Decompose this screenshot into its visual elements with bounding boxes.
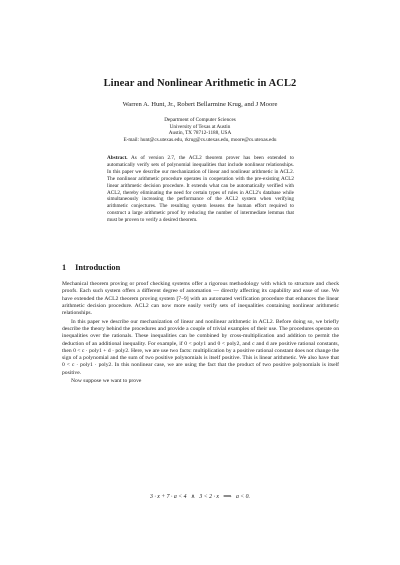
section-body: [62, 281, 339, 386]
abstract-text: As of version 2.7, the ACL2 theorem prover has been extended to automatically verify sets of polynomial inequalities that include nonlinear relationships. In this paper we describe our mechanization of linear and nonlinear arithmetic in ACL2. The nonlinear arithmetic procedure operates in cooperation with the pre-existing ACL2 linear arithmetic decision procedure. It extends what can be automatically verified with ACL2, thereby eliminating the need for certain types of rules in ACL2's database while simultaneously increasing the performance of the ACL2 system when verifying arithmetic conjectures. The resulting system lessens the human effort required to construct a large arithmetic proof by reducing the number of intermediate lemmas that must be proven to verify a desired theorem.: [107, 155, 294, 224]
university: University of Texas at Austin: [169, 123, 231, 130]
paragraph: Mechanical theorem proving or proof checking systems offer a rigorous methodology with which to structure and check proofs. Each such system offers a different degree of automation — directly affecting its capability and ease of use. We have extended the ACL2 theorem proving system [7–9] with an automated verification procedure that enhances the linear arithmetic decision procedure. ACL2 can now more easily verify sets of inequalities containing nonlinear arithmetic relationships.: [62, 281, 339, 316]
paragraph: Now suppose we want to prove: [71, 378, 142, 385]
section-heading: [62, 263, 120, 272]
display-equation: 3 · x + 7 · a < 4 ∧ 3 < 2 · x ⟹ a < 0.: [149, 494, 250, 500]
abstract-label: Abstract.: [107, 155, 128, 161]
paper-title: Linear and Nonlinear Arithmetic in ACL2: [103, 78, 297, 89]
section-number: 1: [62, 263, 67, 272]
author-list: Warren A. Hunt, Jr., Robert Bellarmine Krug, and J Moore: [122, 101, 278, 108]
affiliation-block: [0, 117, 400, 143]
email-line: E-mail: hunt@cs.utexas.edu, rkrug@cs.utexas.edu, moore@cs.utexas.edu: [123, 136, 277, 143]
section-title: Introduction: [75, 263, 121, 272]
abstract: [107, 155, 294, 224]
paragraph: In this paper we describe our mechanization of linear and nonlinear arithmetic in ACL2. Before doing so, we briefly describe the theory behind the procedures and provide a couple of trivial examples of their use. The procedures operate on inequalities over the rationals. These inequalities can be combined by cross-multiplication and addition to permit the deduction of an additional inequality. For example, if 0 < poly1 and 0 < poly2, and c and d are positive rational constants, then 0 < c · poly1 + d · poly2. Here, we are use two facts: multiplication by a positive rational constant does not change the sign of a polynomial and the sum of two positive polynomials is itself positive. This is linear arithmetic. We also have that 0 < c · poly1 · poly2. In this nonlinear case, we are using the fact that the product of two positive polynomials is itself positive.: [62, 318, 339, 376]
address: Austin, TX 78712-1188, USA: [168, 130, 232, 137]
department: Department of Computer Sciences: [164, 117, 236, 123]
